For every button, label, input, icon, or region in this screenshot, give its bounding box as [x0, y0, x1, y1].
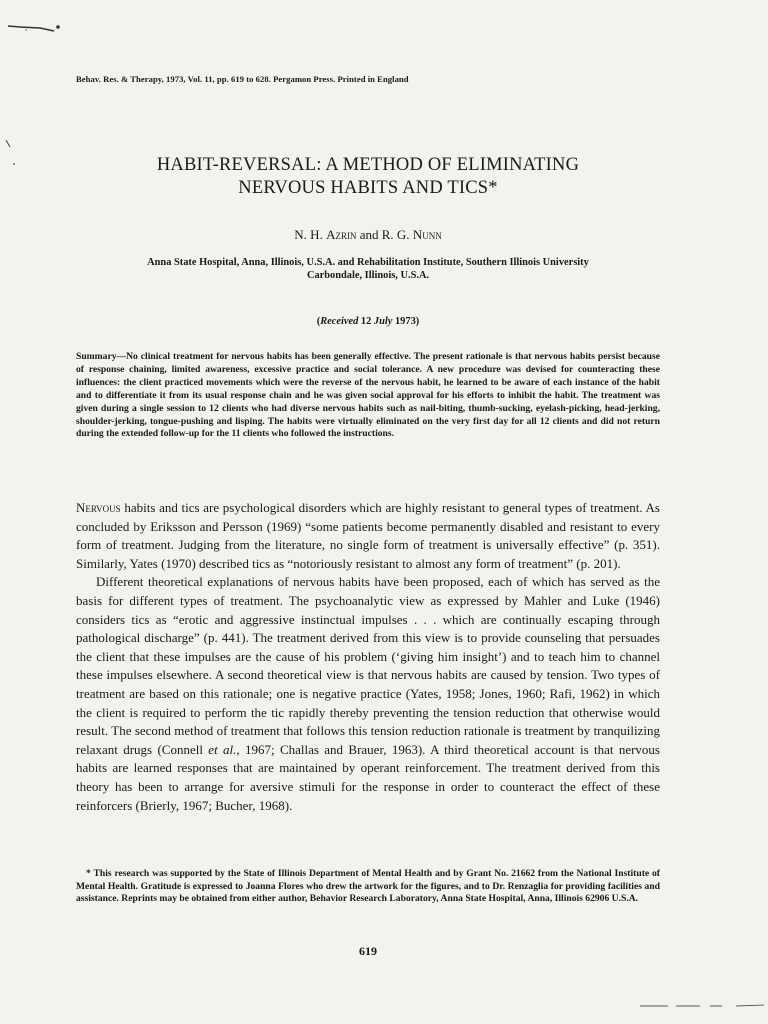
affiliation-line: Carbondale, Illinois, U.S.A.	[306, 270, 430, 281]
title-line: HABIT-REVERSAL: A METHOD OF ELIMINATING	[156, 155, 580, 175]
affiliation	[76, 256, 660, 282]
paper-title	[76, 154, 660, 200]
received-date: (Received 12 July 1973)	[316, 316, 420, 327]
page-number: 619	[359, 944, 377, 958]
author-conjunction: and	[356, 227, 382, 242]
body-paragraph: Nervous habits and tics are psychological disorders which are highly resistant to general types of treatment. As concluded by Eriksson and Persson (1969) “some patients become permanently disabled and resistant to every form of treatment. Judging from the literature, no single form of treatment is universally effective” (p. 351). Similarly, Yates (1970) described tics as “notoriously resistant to almost any form of treatment” (p. 201).	[76, 500, 660, 571]
scan-artifact-mark	[4, 138, 16, 168]
author-initials: N. H.	[294, 227, 327, 242]
footnote: * This research was supported by the State of Illinois Department of Mental Health and by Grant No. 21662 from the National Institute of Mental Health. Gratitude is expressed to Joanna Flores who drew the artwork for the figures, and to Dr. Renzaglia for providing facilities and assistance. Reprints may be obtained from either author, Behavior Research Laboratory, Anna State Hospital, Anna, Illinois 62906 U.S.A.	[76, 868, 660, 905]
author-line	[76, 227, 660, 243]
paragraph-lead-word: Nervous	[76, 500, 121, 515]
summary-abstract: Summary—No clinical treatment for nervous habits has been generally effective. The present rationale is that nervous habits persist because of response chaining, limited awareness, excessive practice and social tolerance. A new procedure was devised for counteracting these influences: the client practiced movements which were the reverse of the nervous habit, he learned to be aware of each instance of the habit and to differentiate it from its usual response chain and he was given social approval for his efforts to inhibit the habit. The treatment was given during a single session to 12 clients who had diverse nervous habits such as nail-biting, thumb-sucking, eyelash-picking, head-jerking, shoulder-jerking, tongue-pushing and lisping. The habits were virtually eliminated on the very first day for all 12 clients and did not return during the extended follow-up for the 11 clients who followed the instructions.	[76, 351, 660, 440]
running-head: Behav. Res. & Therapy, 1973, Vol. 11, pp. 619 to 628. Pergamon Press. Printed in England	[76, 74, 409, 84]
author-initials: R. G.	[381, 227, 413, 242]
scan-artifact-mark	[6, 22, 62, 32]
body-text	[76, 499, 660, 815]
affiliation-line: Anna State Hospital, Anna, Illinois, U.S.A. and Rehabilitation Institute, Southern Illinois University	[147, 257, 589, 268]
author-surname: Azrin	[326, 227, 357, 242]
body-paragraph: Different theoretical explanations of nervous habits have been proposed, each of which has served as the basis for different types of treatment. The psychoanalytic view as expressed by Mahler and Luke (1946) considers tics as “erotic and aggressive instinctual impulses . . . which are continually escaping through pathological discharge” (p. 441). The treatment derived from this view is to provide counseling that persuades the client that these impulses are the cause of his problem (‘giving him insight’) and to teach him to channel these impulses elsewhere. A second theoretical view is that nervous habits are caused by tension. Two types of treatment are based on this rationale; one is negative practice (Yates, 1958; Jones, 1960; Rafi, 1962) in which the client is required to perform the tic rapidly thereby preventing the tension reduction that otherwise would result. The second method of treatment that follows this tension reduction rationale is treatment by tranquilizing relaxant drugs (Connell et al., 1967; Challas and Brauer, 1963). A third theoretical account is that nervous habits are learned responses that are maintained by operant reinforcement. The treatment derived from this theory has been to arrange for aversive stimuli for the response in order to counteract the effect of these reinforcers (Brierly, 1967; Bucher, 1968).	[76, 574, 660, 813]
received-label: Received	[320, 316, 359, 327]
received-month: July	[373, 316, 393, 327]
scan-artifact-mark	[640, 1003, 764, 1009]
author-surname: Nunn	[412, 227, 442, 242]
title-line: NERVOUS HABITS AND TICS*	[238, 178, 498, 198]
